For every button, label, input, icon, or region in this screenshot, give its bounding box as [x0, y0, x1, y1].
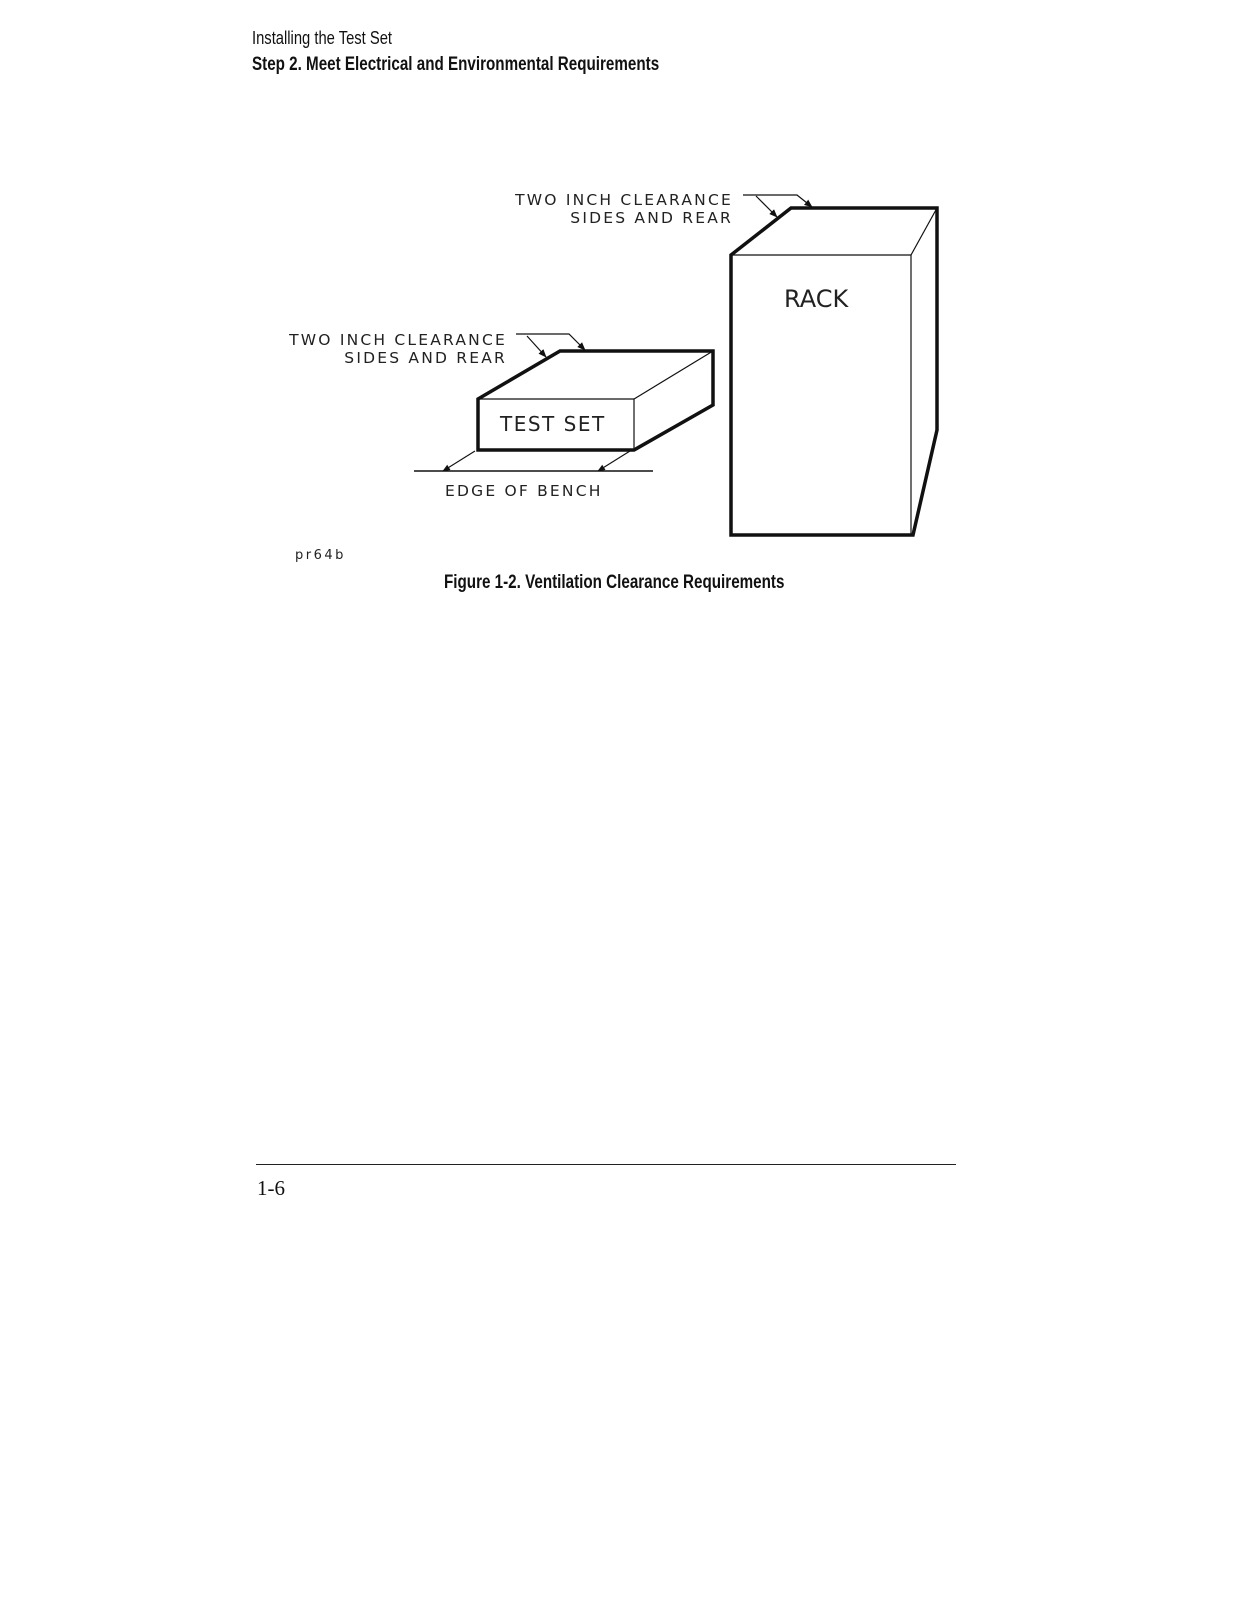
testset-label: TEST SET: [500, 412, 606, 436]
bench-edge-hatch-right: [598, 451, 630, 471]
rack-top-depth-edge: [911, 208, 937, 255]
testset-clearance-arrow: [527, 336, 546, 357]
footer-divider: [256, 1164, 956, 1165]
rack-drawing: [731, 208, 937, 535]
rack-clearance-line1: TWO INCH CLEARANCE: [515, 191, 733, 209]
testset-clearance-leader: [516, 334, 585, 350]
bench-edge-drawing: [414, 451, 653, 500]
testset-clearance-line1: TWO INCH CLEARANCE: [289, 331, 507, 349]
rack-clearance-leader: [743, 195, 812, 207]
figure-id: pr64b: [295, 548, 346, 563]
rack-clearance-line2: SIDES AND REAR: [570, 209, 733, 227]
rack-outline: [731, 208, 937, 535]
running-header-step: Step 2. Meet Electrical and Environmental Requirements: [252, 54, 660, 75]
bench-edge-hatch-left: [443, 451, 475, 471]
running-header-section: Installing the Test Set: [252, 28, 393, 48]
page-number: 1-6: [257, 1176, 285, 1200]
rack-label: RACK: [784, 285, 849, 313]
testset-top-depth-edge: [634, 351, 713, 399]
figure-caption: Figure 1-2. Ventilation Clearance Requirements: [444, 572, 785, 593]
testset-clearance-line2: SIDES AND REAR: [344, 349, 507, 367]
testset-drawing: [478, 351, 713, 450]
ventilation-clearance-figure: [0, 0, 1237, 620]
rack-clearance-callout: [514, 191, 812, 227]
bench-label: EDGE OF BENCH: [445, 482, 603, 500]
rack-clearance-arrow: [756, 196, 777, 217]
